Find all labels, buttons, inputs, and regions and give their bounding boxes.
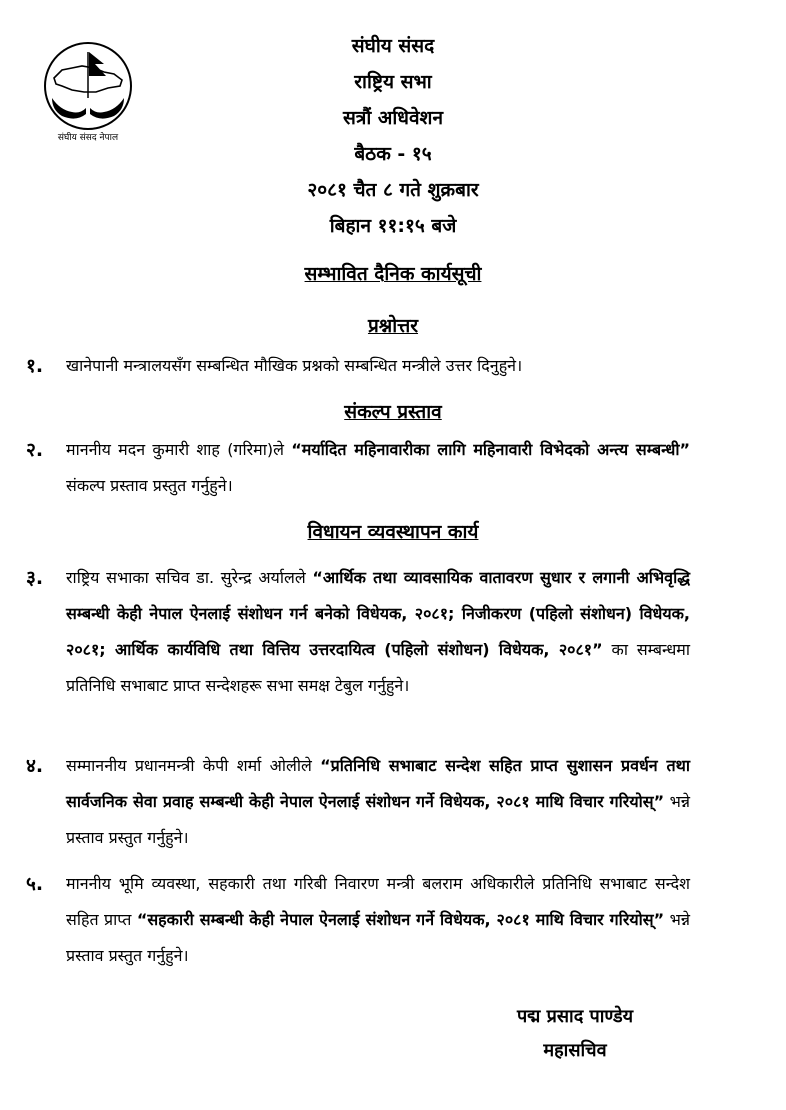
item-bold-segment: “सहकारी सम्बन्धी केही नेपाल ऐनलाई संशोधन गर्ने विधेयक, २०८१ माथि विचार गरियोस्” <box>136 910 665 929</box>
header-line-4: बैठक - १५ <box>354 143 432 165</box>
section-heading-resolution: संकल्प प्रस्ताव <box>344 401 442 423</box>
item-text <box>66 348 690 384</box>
item-segment: माननीय भूमि व्यवस्था, सहकारी तथा गरिबी निवारण मन्त्री बलराम अधिकारीले प्रतिनिधि सभाबाट सन्देश सहित प्राप्त <box>66 874 690 929</box>
item-segment: का सम्बन्धमा प्रतिनिधि सभाबाट प्राप्त सन्देशहरू सभा समक्ष टेबुल गर्नुहुने। <box>66 640 690 695</box>
item-segment: संकल्प प्रस्ताव प्रस्तुत गर्नुहुने। <box>66 476 233 495</box>
item-bold-segment: “मर्यादित महिनावारीका लागि महिनावारी विभेदको अन्त्य सम्बन्धी” <box>291 440 691 459</box>
header-line-5: २०८१ चैत ८ गते शुक्रबार <box>307 179 479 201</box>
item-segment: सम्माननीय प्रधानमन्त्री केपी शर्मा ओलीले <box>66 756 321 775</box>
section-heading-legislation: विधायन व्यवस्थापन कार्य <box>307 521 479 543</box>
item-bold-segment: “आर्थिक तथा व्यावसायिक वातावरण सुधार र लगानी अभिवृद्धि सम्बन्धी केही नेपाल ऐनलाई संशोधन गर्न बनेको विधेयक, २०८१; निजीकरण (पहिलो संशोधन) विधेयक, २०८१; आर्थिक कार्यविधि तथा वित्तिय उत्तरदायित्व (पहिलो संशोधन) विधेयक, २०८१” <box>66 568 691 659</box>
item-segment: खानेपानी मन्त्रालयसँग सम्बन्धित मौखिक प्रश्नको सम्बन्धित मन्त्रीले उत्तर दिनुहुने। <box>66 356 523 375</box>
item-text <box>66 748 690 856</box>
item-segment: राष्ट्रिय सभाका सचिव डा. सुरेन्द्र अर्यालले <box>66 568 313 587</box>
parliament-logo <box>38 40 138 144</box>
signatory-name: पद्म प्रसाद पाण्डेय <box>516 1006 634 1027</box>
section-heading-questions: प्रश्नोत्तर <box>367 315 419 337</box>
agenda-title: सम्भावित दैनिक कार्यसूची <box>304 263 482 285</box>
logo-caption: संघीय संसद नेपाल <box>57 133 119 143</box>
item-segment: माननीय मदन कुमारी शाह (गरिमा)ले <box>66 440 292 459</box>
item-segment: भन्ने प्रस्ताव प्रस्तुत गर्नुहुने। <box>66 792 690 847</box>
item-segment: भन्ने प्रस्ताव प्रस्तुत गर्नुहुने। <box>66 910 690 965</box>
parliament-emblem-icon <box>38 40 138 144</box>
item-number: ४. <box>26 755 44 777</box>
item-number: ३. <box>26 567 44 589</box>
header-line-1: संघीय संसद <box>351 35 435 57</box>
item-text <box>66 560 690 704</box>
item-bold-segment: “प्रतिनिधि सभाबाट सन्देश सहित प्राप्त सुशासन प्रवर्धन तथा सार्वजनिक सेवा प्रवाह सम्बन्धी केही नेपाल ऐनलाई संशोधन गर्ने विधेयक, २०८१ माथि विचार गरियोस्” <box>66 756 690 811</box>
item-number: २. <box>26 439 44 461</box>
signatory-title: महासचिव <box>543 1040 607 1061</box>
document-header <box>180 28 606 244</box>
header-line-3: सत्रौं अधिवेशन <box>342 107 444 129</box>
item-text <box>66 866 690 974</box>
header-line-2: राष्ट्रिय सभा <box>354 71 432 93</box>
item-number: १. <box>26 355 44 377</box>
item-number: ५. <box>26 873 44 895</box>
header-line-6: बिहान ११:१५ बजे <box>329 215 457 237</box>
item-text <box>66 432 690 504</box>
